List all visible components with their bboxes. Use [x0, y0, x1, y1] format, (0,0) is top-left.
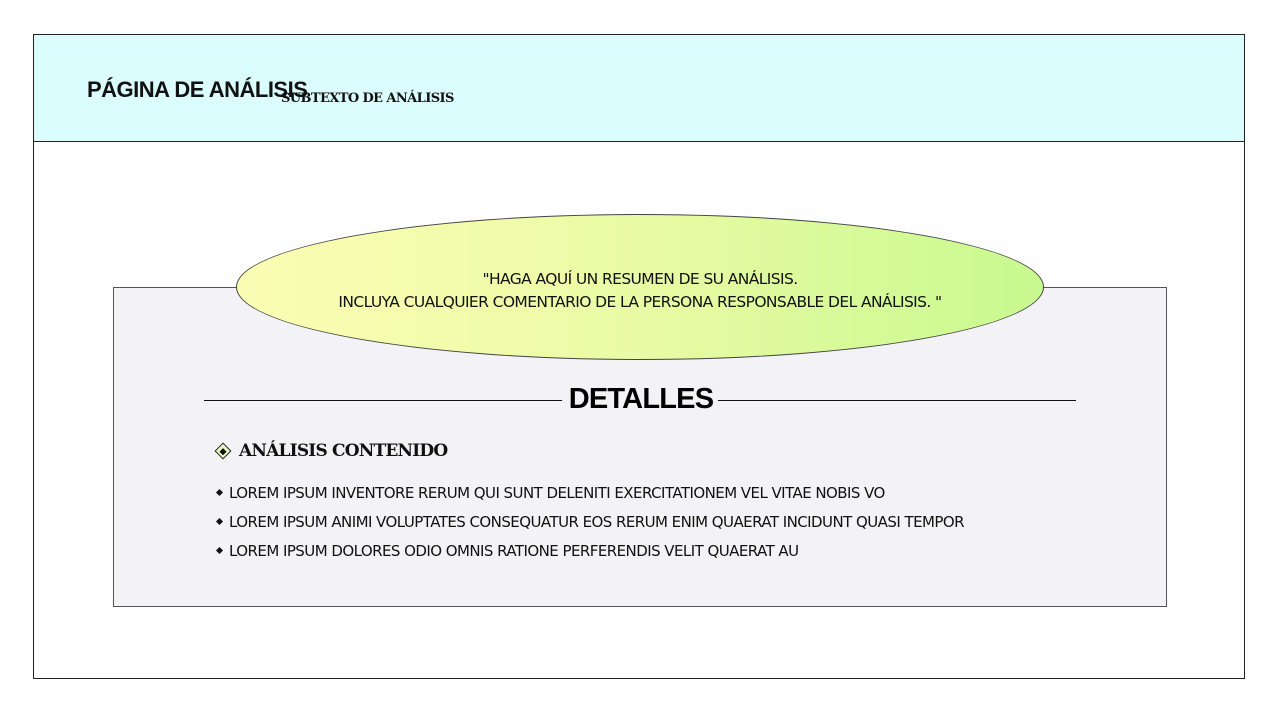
bullet-diamond-icon [216, 518, 223, 525]
list-item [215, 507, 964, 536]
diamond-icon [215, 443, 232, 460]
page-subtitle: SUBTEXTO DE ANÁLISIS [281, 91, 454, 106]
list-item [215, 478, 964, 507]
bullet-diamond-icon [216, 547, 223, 554]
list-item-text: LOREM IPSUM ANIMI VOLUPTATES CONSEQUATUR EOS RERUM ENIM QUAERAT INCIDUNT QUASI TEMPOR [229, 512, 965, 531]
bullet-list [215, 478, 964, 565]
summary-callout [236, 214, 1044, 360]
section-heading [215, 441, 447, 461]
details-divider-left [204, 400, 562, 401]
details-divider-right [718, 400, 1076, 401]
list-item [215, 536, 964, 565]
page-title: PÁGINA DE ANÁLISIS [87, 77, 308, 102]
list-item-text: LOREM IPSUM DOLORES ODIO OMNIS RATIONE PERFERENDIS VELIT QUAERAT AU [229, 541, 799, 560]
section-heading-text: ANÁLISIS CONTENIDO [239, 441, 448, 461]
summary-line-2: INCLUYA CUALQUIER COMENTARIO DE LA PERSONA RESPONSABLE DEL ANÁLISIS. " [338, 293, 942, 311]
header-band [34, 35, 1244, 142]
summary-line-1: "HAGA AQUÍ UN RESUMEN DE SU ANÁLISIS. [482, 270, 798, 288]
list-item-text: LOREM IPSUM INVENTORE RERUM QUI SUNT DELENITI EXERCITATIONEM VEL VITAE NOBIS VO [229, 483, 885, 502]
bullet-diamond-icon [216, 489, 223, 496]
details-title: DETALLES [568, 383, 714, 415]
